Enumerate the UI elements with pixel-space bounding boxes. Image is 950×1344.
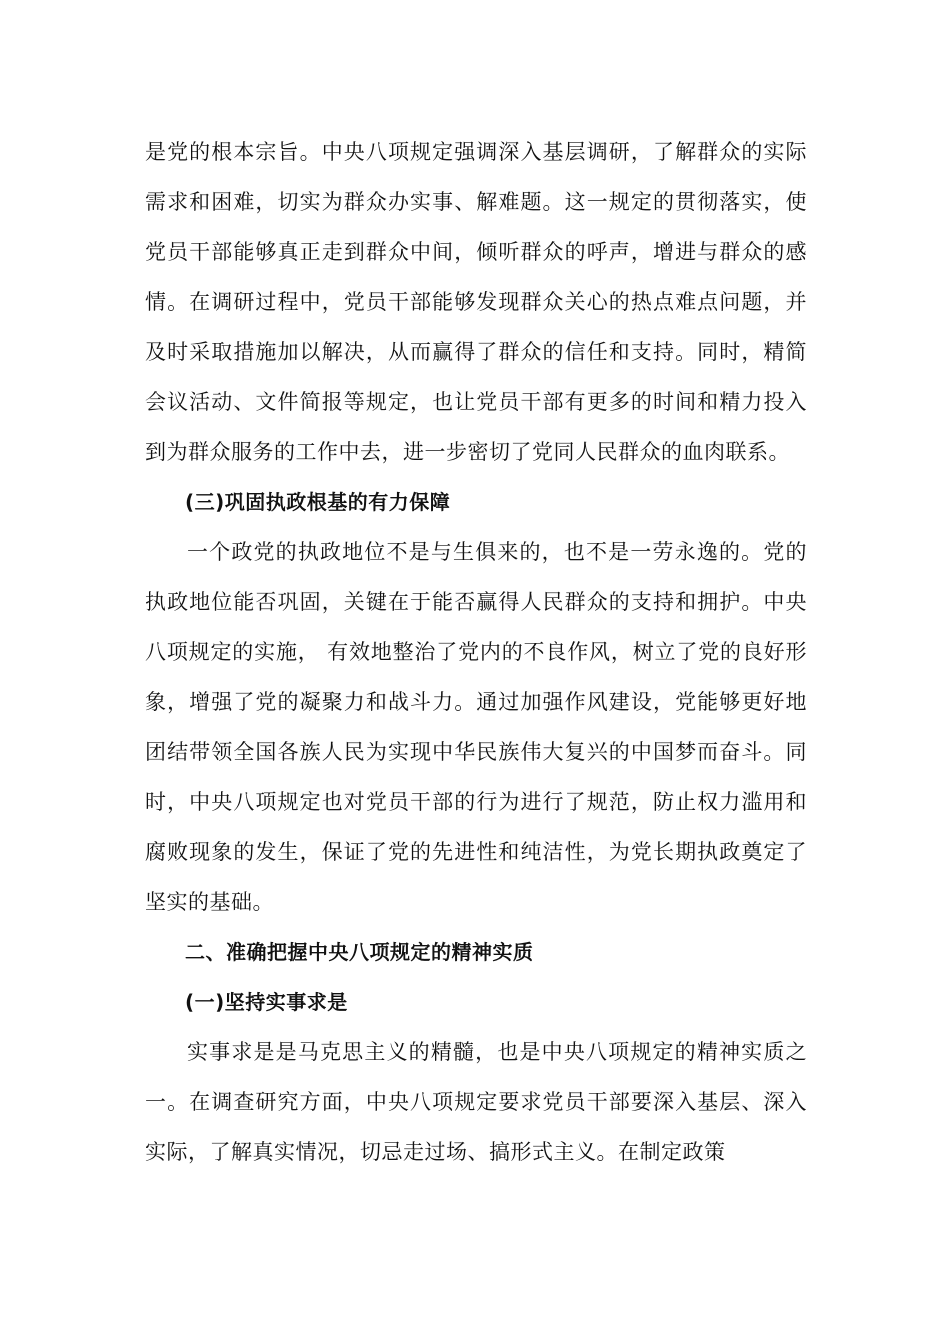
section-heading: (一)坚持实事求是 [185,990,348,1014]
body-paragraph: 一个政党的执政地位不是与生俱来的，也不是一劳永逸的。党的执政地位能否巩固，关键在于能否赢得人民群众的支持和拥护。中央八项规定的实施， 有效地整治了党内的不良作风，树立了党的良好形象，增强了党的凝聚力和战斗力。通过加强作风建设，党能够更好地团结带领全国各族人民为实现中华民族伟大复兴的中国梦而奋斗。同时，中央八项规定也对党员干部的行为进行了规范，防止权力滥用和腐败现象的发生，保证了党的先进性和纯洁性，为党长期执政奠定了坚实的基础。 [145,540,807,914]
section-heading: (三)巩固执政根基的有力保障 [185,490,451,514]
chapter-heading: 二、准确把握中央八项规定的精神实质 [185,940,534,964]
body-paragraph: 是党的根本宗旨。中央八项规定强调深入基层调研，了解群众的实际需求和困难，切实为群众办实事、解难题。这一规定的贯彻落实，使党员干部能够真正走到群众中间，倾听群众的呼声，增进与群众的感情。在调研过程中，党员干部能够发现群众关心的热点难点问题，并及时采取措施加以解决，从而赢得了群众的信任和支持。同时，精简会议活动、文件简报等规定，也让党员干部有更多的时间和精力投入到为群众服务的工作中去，进一步密切了党同人民群众的血肉联系。 [145,140,807,464]
document-body [145,127,807,1177]
body-paragraph: 实事求是是马克思主义的精髓，也是中央八项规定的精神实质之一。在调查研究方面，中央八项规定要求党员干部要深入基层、深入实际，了解真实情况，切忌走过场、搞形式主义。在制定政策 [145,1040,807,1164]
